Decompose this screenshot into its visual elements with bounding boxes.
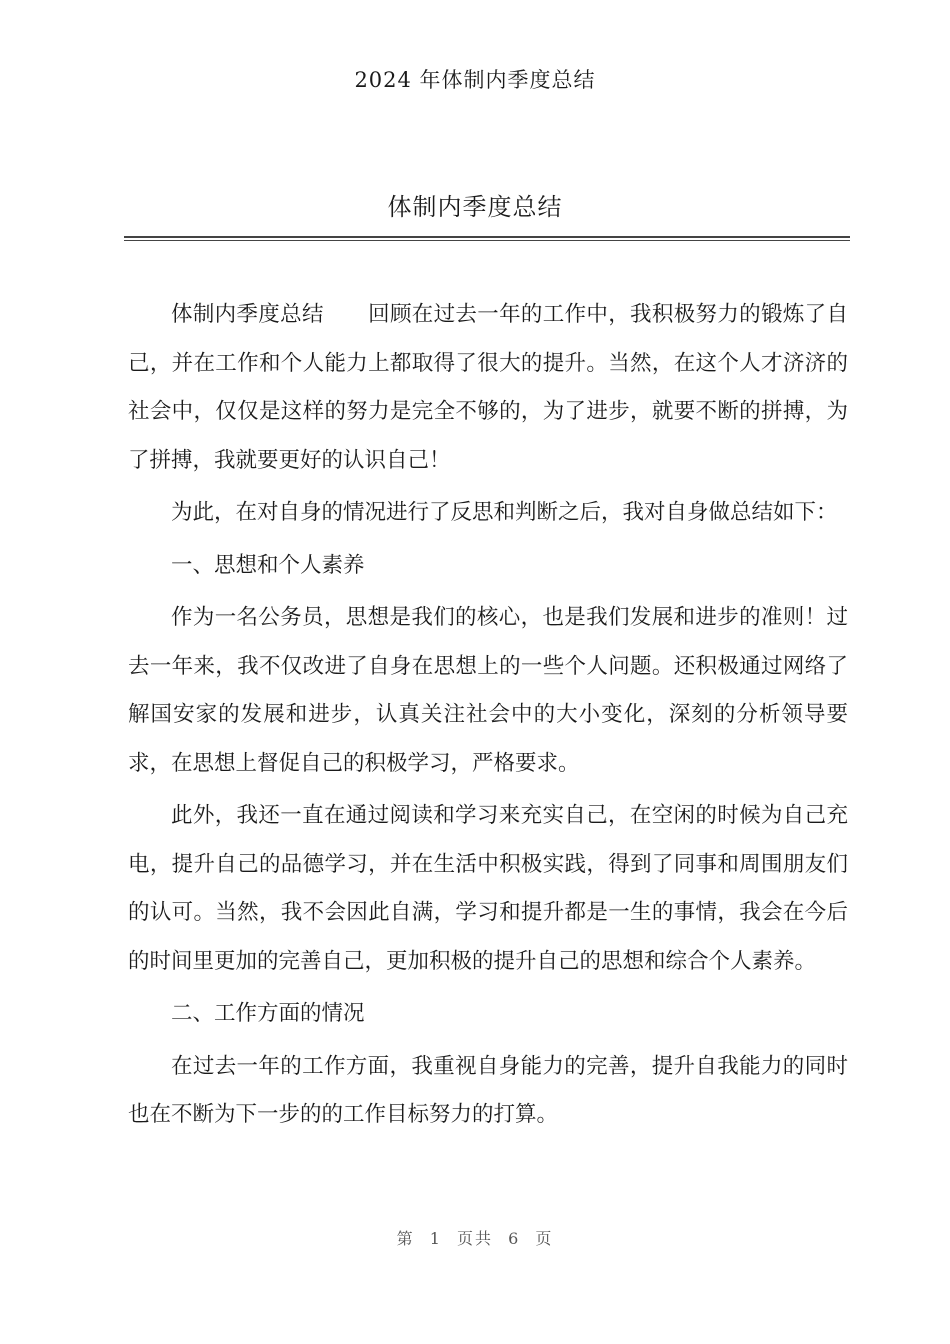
paragraph: 在过去一年的工作方面，我重视自身能力的完善，提升自我能力的同时也在不断为下一步的的工作目标努力的打算。 <box>128 1053 848 1127</box>
section-heading: 一、思想和个人素养 <box>171 552 365 578</box>
paragraph-text: 回顾在过去一年的工作中，我积极努力的锻炼了自己，并在工作和个人能力上都取得了很大的提升。当然，在这个人才济济的社会中，仅仅是这样的努力是完全不够的，为了进步，就要不断的拼搏，为了拼搏，我就要更好的认识自己！ <box>128 302 848 473</box>
title-divider <box>124 236 850 241</box>
page-header: 2024 年体制内季度总结 <box>354 68 596 92</box>
paragraph-lead: 体制内季度总结 <box>171 302 324 327</box>
paragraph: 为此，在对自身的情况进行了反思和判断之后，我对自身做总结如下： <box>171 500 838 525</box>
paragraph <box>128 291 848 485</box>
paragraph: 作为一名公务员，思想是我们的核心，也是我们发展和进步的准则！过去一年来，我不仅改进了自身在思想上的一些个人问题。还积极通过网络了解国安家的发展和进步，认真关注社会中的大小变化，深刻的分析领导要求，在思想上督促自己的积极学习，严格要求。 <box>128 605 848 776</box>
section-heading: 二、工作方面的情况 <box>171 1001 365 1026</box>
paragraph: 此外，我还一直在通过阅读和学习来充实自己，在空闲的时候为自己充电，提升自己的品德学习，并在生活中积极实践，得到了同事和周围朋友们的认可。当然，我不会因此自满，学习和提升都是一生的事情，我会在今后的时间里更加的完善自己，更加积极的提升自己的思想和综合个人素养。 <box>128 803 848 974</box>
document-title: 体制内季度总结 <box>387 193 563 221</box>
document-body <box>128 291 848 1144</box>
page-footer: 第 1 页共 6 页 <box>396 1229 554 1248</box>
